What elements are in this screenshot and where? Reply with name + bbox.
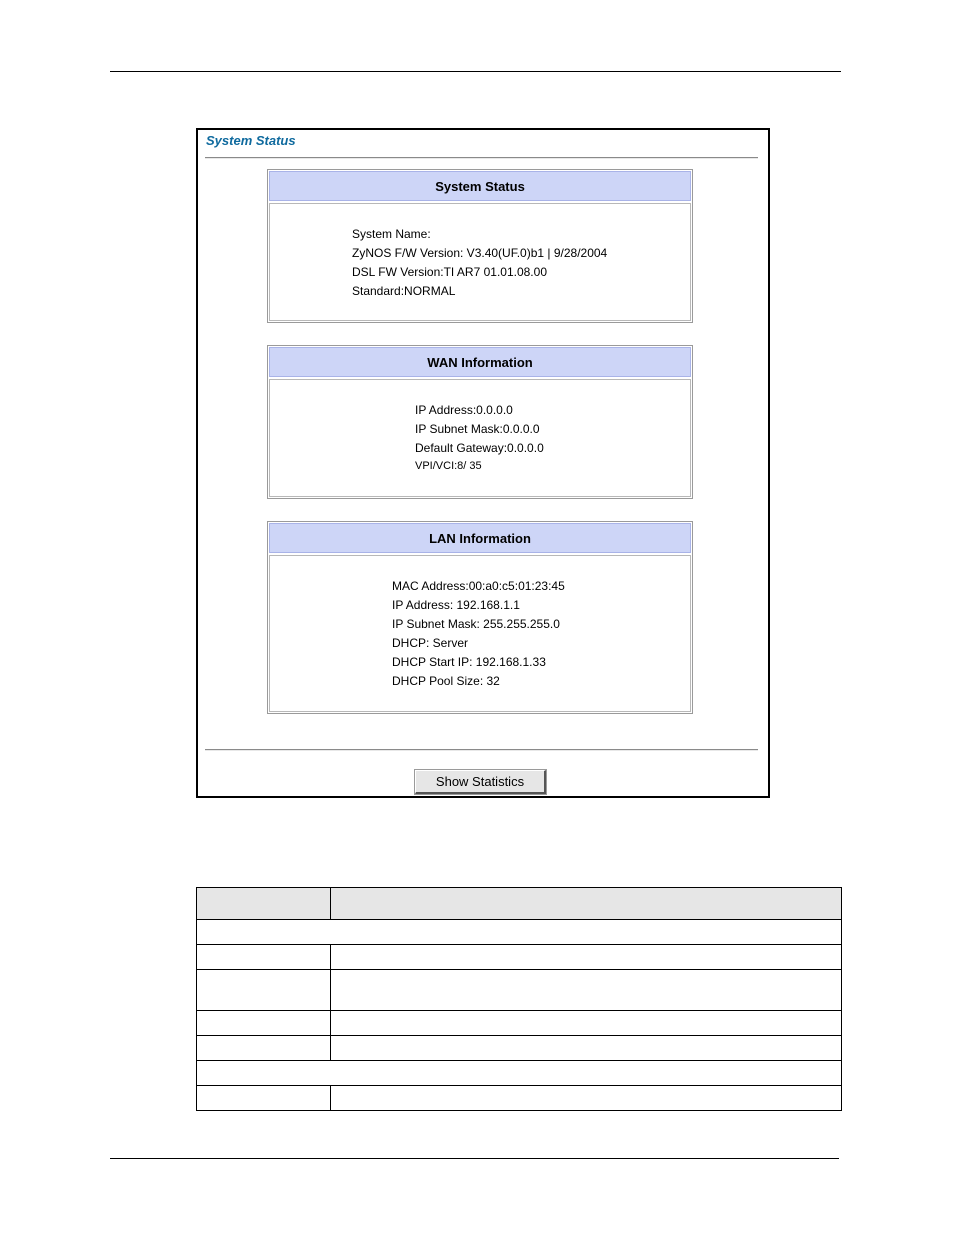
system-name-line: System Name: — [352, 227, 431, 241]
title-divider — [205, 157, 758, 159]
lan-information-panel — [267, 521, 693, 714]
table-header-description-cell — [331, 888, 841, 919]
system-status-panel — [267, 169, 693, 323]
table-row — [197, 1010, 841, 1035]
system-status-heading: System Status — [269, 171, 691, 201]
table-header-row — [197, 888, 841, 919]
lan-dhcp-line: DHCP: Server — [392, 636, 469, 650]
footer-divider — [205, 749, 758, 751]
standard-line: Standard:NORMAL — [352, 284, 456, 298]
wan-information-body — [269, 379, 691, 497]
table-label-cell — [197, 945, 331, 969]
table-description-cell — [331, 1036, 841, 1060]
lan-dhcp-pool-size-line: DHCP Pool Size: 32 — [392, 674, 500, 688]
table-label-cell — [197, 1086, 331, 1110]
lan-dhcp-start-ip-line: DHCP Start IP: 192.168.1.33 — [392, 655, 546, 669]
table-description-cell — [331, 1011, 841, 1035]
table-label-cell — [197, 1036, 331, 1060]
lan-subnet-mask-line: IP Subnet Mask: 255.255.255.0 — [392, 617, 560, 631]
system-status-body — [269, 203, 691, 321]
dsl-firmware-line: DSL FW Version:TI AR7 01.01.08.00 — [352, 265, 547, 279]
table-section-cell — [197, 1061, 841, 1085]
lan-information-body — [269, 555, 691, 712]
page-header-rule — [110, 71, 841, 72]
table-label-cell — [197, 1011, 331, 1035]
firmware-version-line: ZyNOS F/W Version: V3.40(UF.0)b1 | 9/28/2004 — [352, 246, 608, 260]
screenshot-frame — [196, 128, 770, 798]
show-statistics-button[interactable]: Show Statistics — [415, 770, 546, 794]
wan-default-gateway-line: Default Gateway:0.0.0.0 — [415, 441, 544, 455]
wan-subnet-mask-line: IP Subnet Mask:0.0.0.0 — [415, 422, 540, 436]
wan-ip-address-line: IP Address:0.0.0.0 — [415, 403, 513, 417]
table-label-cell — [197, 970, 331, 1010]
table-description-cell — [331, 1086, 841, 1110]
table-header-label-cell — [197, 888, 331, 919]
screen-title: System Status — [206, 133, 296, 148]
table-row — [197, 1085, 841, 1110]
lan-ip-address-line: IP Address: 192.168.1.1 — [392, 598, 520, 612]
lan-information-heading: LAN Information — [269, 523, 691, 553]
field-description-table — [196, 887, 842, 1111]
table-section-row — [197, 1060, 841, 1085]
lan-mac-address-line: MAC Address:00:a0:c5:01:23:45 — [392, 579, 565, 593]
table-row — [197, 944, 841, 969]
table-section-cell — [197, 920, 841, 944]
wan-information-panel — [267, 345, 693, 499]
wan-information-heading: WAN Information — [269, 347, 691, 377]
table-row — [197, 1035, 841, 1060]
table-description-cell — [331, 970, 841, 1010]
table-row — [197, 969, 841, 1010]
table-description-cell — [331, 945, 841, 969]
page-footer-rule — [110, 1158, 839, 1159]
table-section-row — [197, 919, 841, 944]
wan-vpi-vci-line: VPI/VCI:8/ 35 — [415, 460, 482, 472]
